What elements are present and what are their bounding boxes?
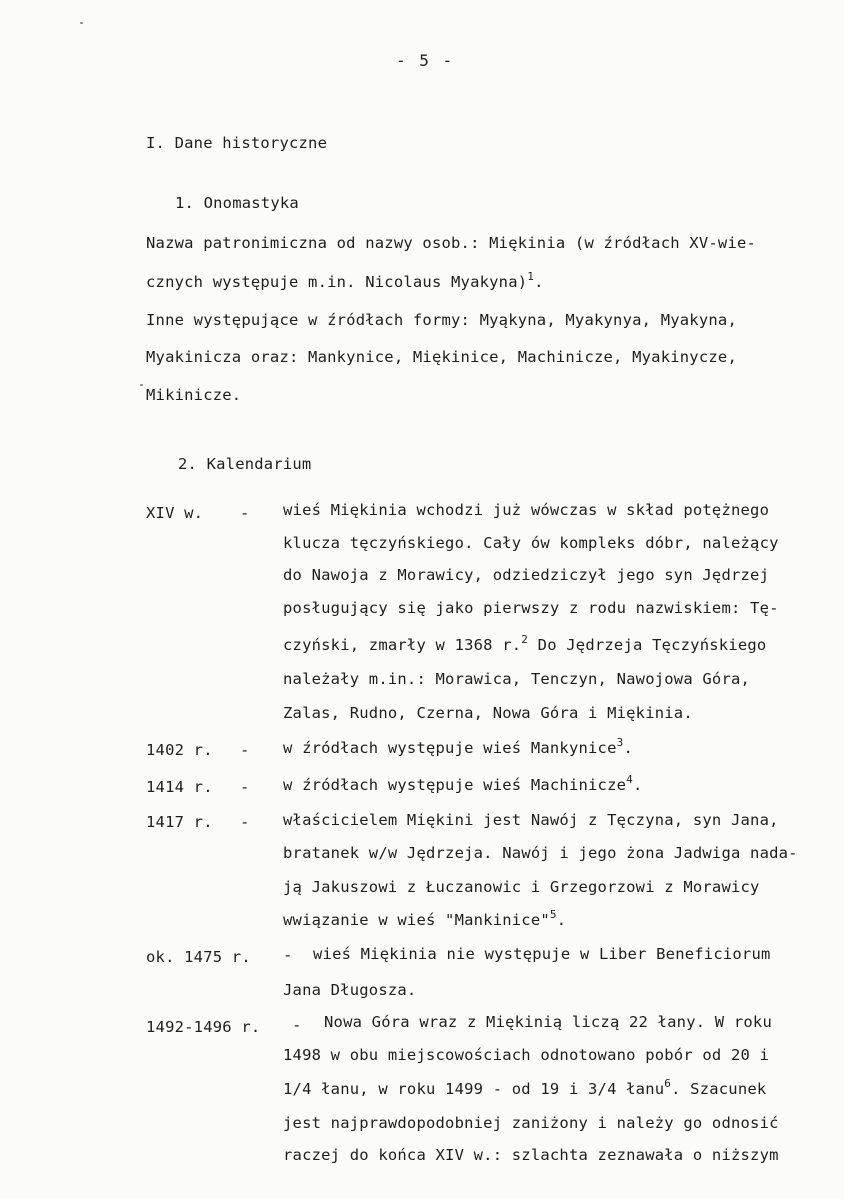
- scan-speck: [140, 384, 143, 386]
- footnote-ref-6: 6: [664, 1077, 672, 1090]
- entry-1414-line-1: [283, 775, 643, 795]
- entry-xiv-line-5: [283, 635, 766, 655]
- entry-date-1414: 1414 r.: [146, 778, 213, 796]
- entry-1475-line-2: Jana Długosza.: [283, 981, 417, 999]
- onomastics-line-2-end: .: [534, 273, 544, 291]
- entry-1492-line-5: raczej do końca XIV w.: szlachta zeznawała o niższym: [283, 1146, 779, 1164]
- entry-xiv-line-7: Zalas, Rudno, Czerna, Nowa Góra i Miękinia.: [283, 704, 693, 722]
- entry-1492-line-3-text: 1/4 łanu, w roku 1499 - od 19 i 3/4 łanu: [283, 1080, 665, 1098]
- entry-1417-line-3: ją Jakuszowi z Łuczanowic i Grzegorzowi z Morawicy: [283, 878, 760, 896]
- entry-1417-end: .: [556, 911, 567, 929]
- onomastics-line-5: Mikinicze.: [146, 386, 242, 404]
- entry-1417-line-4-text: wwiązanie w wieś "Mankinice": [283, 911, 550, 929]
- onomastics-line-2-text: cznych występuje m.in. Nicolaus Myakyna): [146, 273, 528, 291]
- entry-date-1492: 1492-1496 r.: [146, 1018, 261, 1036]
- entry-1492-line-3: [283, 1079, 766, 1099]
- entry-1475-line-1: wieś Miękinia nie występuje w Liber Beneficiorum: [313, 945, 771, 963]
- entry-date-1475: ok. 1475 r.: [146, 948, 251, 966]
- entry-xiv-line-5-text: czyński, zmarły w 1368 r.: [283, 636, 522, 654]
- entry-date-xiv: XIV w.: [146, 504, 204, 522]
- entry-dash: -: [240, 504, 250, 522]
- onomastics-line-3: Inne występujące w źródłach formy: Myąkyna, Myakynya, Myakyna,: [146, 311, 737, 329]
- entry-1417-line-4: [283, 910, 566, 930]
- entry-xiv-line-4: posługujący się jako pierwszy z rodu nazwiskiem: Tę-: [283, 599, 779, 617]
- footnote-ref-1: 1: [527, 270, 535, 283]
- page-number: - 5 -: [396, 51, 455, 70]
- entry-1414-end: .: [632, 776, 643, 794]
- footnote-ref-2: 2: [521, 633, 529, 646]
- entry-xiv-line-3: do Nawoja z Morawicy, odziedziczył jego syn Jędrzej: [283, 566, 770, 584]
- entry-1414-text: w źródłach występuje wieś Machinicze: [283, 776, 627, 794]
- entry-1402-line-1: [283, 738, 633, 758]
- entry-1417-line-2: bratanek w/w Jędrzeja. Nawój i jego żona Jadwiga nada-: [283, 844, 798, 862]
- onomastics-line-2: [146, 272, 544, 292]
- entry-date-1402: 1402 r.: [146, 741, 213, 759]
- entry-xiv-line-6: należały m.in.: Morawica, Tenczyn, Nawojowa Góra,: [283, 670, 751, 688]
- entry-dash: -: [292, 1016, 302, 1034]
- entry-xiv-line-1: wieś Miękinia wchodzi już wówczas w skład potężnego: [283, 501, 770, 519]
- entry-dash: -: [283, 946, 293, 964]
- entry-xiv-line-5-rest: Do Jędrzeja Tęczyńskiego: [537, 636, 767, 654]
- entry-date-1417: 1417 r.: [146, 813, 213, 831]
- entry-1492-line-1: Nowa Góra wraz z Miękinią liczą 22 łany. W roku: [324, 1013, 772, 1031]
- entry-xiv-line-2: klucza tęczyńskiego. Cały ów kompleks dóbr, należący: [283, 534, 779, 552]
- entry-1492-line-3-rest: . Szacunek: [671, 1080, 767, 1098]
- footnote-ref-5: 5: [549, 908, 557, 921]
- entry-1492-line-4: jest najprawdopodobniej zaniżony i należy go odnosić: [283, 1114, 779, 1132]
- calendar-title: 2. Kalendarium: [178, 455, 312, 473]
- entry-dash: -: [240, 813, 250, 831]
- entry-1402-text: w źródłach występuje wieś Mankynice: [283, 739, 617, 757]
- footnote-ref-4: 4: [626, 773, 633, 786]
- entry-1402-end: .: [623, 739, 633, 757]
- onomastics-title: 1. Onomastyka: [175, 194, 299, 212]
- footnote-ref-3: 3: [616, 736, 624, 749]
- entry-1417-line-1: właścicielem Miękini jest Nawój z Tęczyna, syn Jana,: [283, 811, 779, 829]
- scan-speck: [80, 22, 83, 24]
- entry-1492-line-2: 1498 w obu miejscowościach odnotowano pobór od 20 i: [283, 1046, 770, 1064]
- onomastics-line-4: Myakinicza oraz: Mankynice, Miękinice, Machinicze, Myakinycze,: [146, 348, 737, 366]
- entry-dash: -: [240, 741, 250, 759]
- section-title: I. Dane historyczne: [146, 134, 328, 152]
- entry-dash: -: [240, 778, 250, 796]
- onomastics-line-1: Nazwa patronimiczna od nazwy osob.: Miękinia (w źródłach XV-wie-: [146, 234, 757, 252]
